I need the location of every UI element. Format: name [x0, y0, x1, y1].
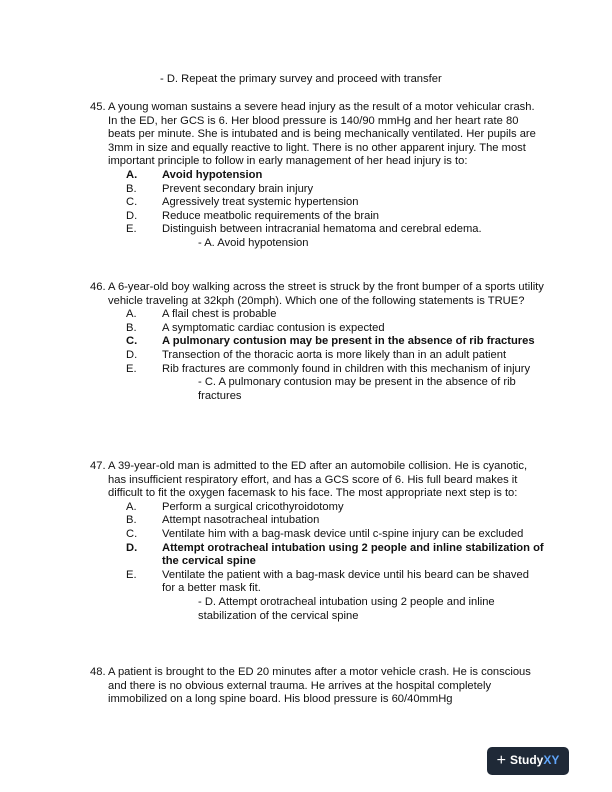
option-c [126, 196, 545, 210]
question-text: A young woman sustains a severe head injury as the result of a motor vehicular crash. In the ED, her GCS is 6. Her blood pressure is 140/90 mmHg and her heart rate 80 beats per minute. She is intubated and is being mechanically ventilated. Her pupils are 3mm in size and equally reactive to light. There is no other apparent injury. The most important principle to follow in early management of her head injury is to: [108, 101, 536, 168]
option-c [126, 335, 545, 349]
option-text: Avoid hypotension [162, 168, 263, 181]
option-b [126, 183, 545, 197]
option-text: Ventilate him with a bag-mask device until c-spine injury can be excluded [162, 527, 524, 540]
option-letter: E. [126, 568, 137, 581]
option-d [126, 349, 545, 363]
question-stem [90, 666, 545, 707]
option-letter: E. [126, 223, 137, 236]
question-48 [90, 666, 545, 707]
option-letter: B. [126, 182, 137, 195]
option-letter: A. [126, 168, 138, 181]
answer-line: - D. Attempt orotracheal intubation using 2 people and inline stabilization of the cervical spine [198, 595, 495, 622]
answer-line: - A. Avoid hypotension [198, 236, 309, 249]
option-text: Attempt nasotracheal intubation [162, 514, 320, 527]
option-text: Ventilate the patient with a bag-mask device until his beard can be shaved for a better mask fit. [162, 568, 529, 595]
option-letter: D. [126, 348, 138, 361]
option-text: Perform a surgical cricothyroidotomy [162, 500, 344, 513]
option-letter: E. [126, 362, 137, 375]
option-letter: B. [126, 514, 137, 527]
question-47 [90, 460, 545, 623]
option-letter: C. [126, 196, 138, 209]
option-a [126, 501, 545, 515]
option-d [126, 542, 545, 569]
question-46 [90, 281, 545, 403]
question-number: 48. [90, 666, 106, 678]
studyxy-logo[interactable] [487, 747, 569, 775]
option-e [126, 569, 545, 596]
question-stem [90, 101, 545, 169]
option-e [126, 363, 545, 377]
question-number: 47. [90, 460, 106, 472]
option-text: Distinguish between intracranial hematoma and cerebral edema. [162, 223, 482, 236]
option-letter: A. [126, 308, 137, 321]
answer-line: - C. A pulmonary contusion may be present in the absence of rib fractures [198, 376, 516, 402]
option-a [126, 308, 545, 322]
option-a [126, 169, 545, 183]
option-text: Agressively treat systemic hypertension [162, 196, 359, 209]
question-text: A 39-year-old man is admitted to the ED after an automobile collision. He is cyanotic, has insufficient respiratory effort, and has a GCS score of 6. His full beard makes it difficult to fit the oxygen facemask to his face. The most appropriate next step is to: [108, 460, 528, 500]
option-c [126, 528, 545, 542]
option-text: Transection of the thoracic aorta is more likely than in an adult patient [162, 348, 507, 361]
question-number: 45. [90, 101, 106, 113]
plus-icon: + [496, 752, 506, 769]
question-45 [90, 101, 545, 251]
option-list [126, 308, 545, 403]
option-text: Attempt orotracheal intubation using 2 people and inline stabilization of the cervical spine [162, 541, 544, 568]
option-letter: D. [126, 209, 138, 222]
option-text: Reduce meatbolic requirements of the brain [162, 209, 380, 222]
option-letter: C. [126, 527, 138, 540]
question-number: 46. [90, 281, 106, 293]
option-b [126, 322, 545, 336]
option-list [126, 169, 545, 251]
question-stem [90, 281, 545, 308]
option-text: A symptomatic cardiac contusion is expected [162, 321, 385, 334]
brand-suffix: XY [543, 753, 560, 768]
option-b [126, 514, 545, 528]
brand-prefix: Study [509, 753, 544, 768]
option-e [126, 223, 545, 237]
option-text: Prevent secondary brain injury [162, 182, 314, 195]
option-d [126, 210, 545, 224]
question-text: A patient is brought to the ED 20 minutes after a motor vehicle crash. He is conscious and there is no obvious external trauma. He arrives at the hospital completely immobilized on a long spine board. His blood pressure is 60/40mmHg [108, 666, 531, 706]
previous-answer-line: - D. Repeat the primary survey and proceed with transfer [160, 73, 442, 85]
option-list [126, 501, 545, 623]
option-letter: D. [126, 541, 138, 554]
option-text: A pulmonary contusion may be present in the absence of rib fractures [162, 335, 535, 348]
option-text: A flail chest is probable [162, 308, 277, 321]
option-letter: B. [126, 321, 137, 334]
option-text: Rib fractures are commonly found in children with this mechanism of injury [162, 362, 531, 375]
option-letter: A. [126, 500, 137, 513]
question-stem [90, 460, 545, 501]
question-text: A 6-year-old boy walking across the street is struck by the front bumper of a sports utility vehicle traveling at 32kph (20mph). Which one of the following statements is TRUE? [108, 281, 544, 307]
option-letter: C. [126, 335, 138, 348]
